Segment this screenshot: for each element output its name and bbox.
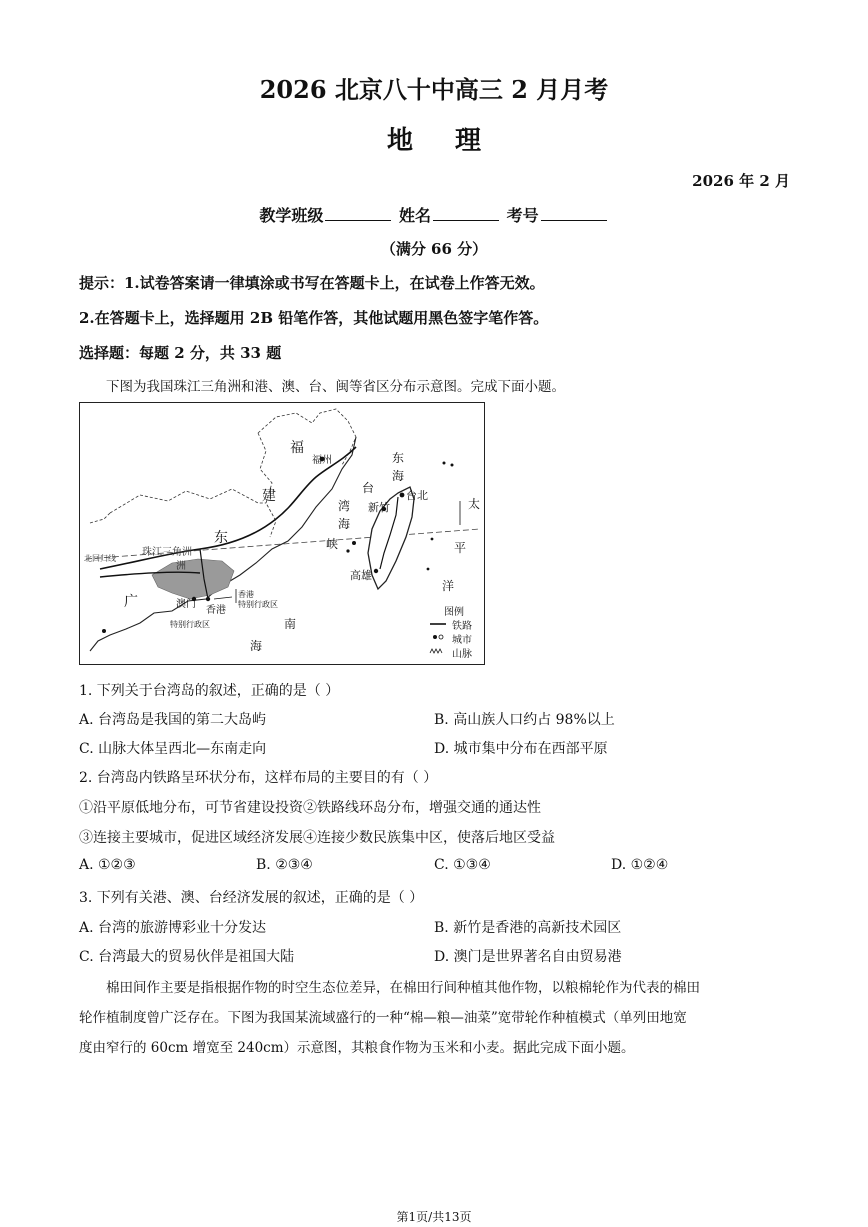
legend-title: 图例 xyxy=(444,607,464,618)
intro-paragraph-2-line-3: 度由窄行的 60cm 增宽至 240cm）示意图，其粮食作物为玉米和小麦。据此完成下面小题。 xyxy=(79,1040,635,1056)
map-label-donghai-1: 东 xyxy=(392,451,405,465)
field-name-blank[interactable] xyxy=(433,206,499,221)
question-1-option-b[interactable]: B. 高山族人口约占 98%以上 xyxy=(434,712,615,728)
map-label-nanhai-2: 海 xyxy=(250,639,263,653)
question-3-option-d[interactable]: D. 澳门是世界著名自由贸易港 xyxy=(434,949,622,965)
question-1-option-c[interactable]: C. 山脉大体呈西北—东南走向 xyxy=(79,741,267,757)
legend-city-icon xyxy=(433,635,437,639)
map-label-tropic: 北回归线 xyxy=(84,554,116,563)
question-2-option-d[interactable]: D. ①②④ xyxy=(611,857,669,873)
map-label-strait-4: 峡 xyxy=(326,537,339,551)
map-label-strait-2: 湾 xyxy=(338,499,351,513)
map-label-aomen-region: 特别行政区 xyxy=(170,620,210,629)
map-label-xinzhu: 新竹 xyxy=(368,501,390,514)
map-label-fujian-2: 建 xyxy=(262,488,276,504)
question-2-stem: 2. 台湾岛内铁路呈环状分布，这样布局的主要目的有（ ） xyxy=(79,770,438,786)
map-label-nanhai-1: 南 xyxy=(284,617,297,631)
map-label-donghai-2: 海 xyxy=(392,469,405,483)
question-3-option-b[interactable]: B. 新竹是香港的高新技术园区 xyxy=(434,920,622,936)
question-1-option-d[interactable]: D. 城市集中分布在西部平原 xyxy=(434,741,608,757)
map-label-xianggang: 香港 xyxy=(206,605,226,616)
intro-paragraph-2-line-2: 轮作植制度曾广泛存在。下图为我国某流域盛行的一种“棉—粮—油菜”宽带轮作种植模式（单列田地宽 xyxy=(79,1010,687,1026)
legend-mountain-icon xyxy=(430,649,442,653)
section-heading: 选择题：每题 2 分，共 33 题 xyxy=(79,344,282,362)
map-label-zhujiang-2: 洲 xyxy=(176,561,186,572)
map-label-pacific-1: 太 xyxy=(468,497,481,511)
map-figure xyxy=(80,403,484,664)
intro-paragraph-1: 下图为我国珠江三角洲和港、澳、台、闽等省区分布示意图。完成下面小题。 xyxy=(106,379,565,395)
legend-rail-label: 铁路 xyxy=(452,621,472,632)
question-3-option-c[interactable]: C. 台湾最大的贸易伙伴是祖国大陆 xyxy=(79,949,295,965)
question-2-option-a[interactable]: A. ①②③ xyxy=(79,857,136,873)
field-name-label: 姓名 xyxy=(398,206,431,225)
map-label-xianggang-region-2: 特别行政区 xyxy=(238,600,278,609)
legend-mountain-label: 山脉 xyxy=(452,649,472,660)
field-class-blank[interactable] xyxy=(325,206,391,221)
map-label-gaoxiong: 高雄 xyxy=(350,569,372,582)
question-3-stem: 3. 下列有关港、澳、台经济发展的叙述，正确的是（ ） xyxy=(79,890,424,906)
exam-date: 2026 年 2 月 xyxy=(692,172,790,190)
field-id-blank[interactable] xyxy=(541,206,607,221)
question-3-option-a[interactable]: A. 台湾的旅游博彩业十分发达 xyxy=(79,920,267,936)
question-2-statement-1: ①沿平原低地分布，可节省建设投资②铁路线环岛分布，增强交通的通达性 xyxy=(79,800,541,816)
map-label-taibei: 台北 xyxy=(406,489,428,502)
question-1-option-a[interactable]: A. 台湾岛是我国的第二大岛屿 xyxy=(79,712,267,728)
map-label-guangdong-2: 广 xyxy=(124,594,138,610)
full-score: （满分 66 分） xyxy=(380,240,488,258)
map-label-strait-1: 台 xyxy=(362,481,375,495)
student-info-fields xyxy=(0,203,868,226)
legend-city-label: 城市 xyxy=(452,635,472,646)
question-2-statement-2: ③连接主要城市，促进区域经济发展④连接少数民族集中区，使落后地区受益 xyxy=(79,830,555,846)
page-footer: 第1页/共13页 xyxy=(396,1210,472,1224)
map-label-fuzhou: 福州 xyxy=(312,455,332,466)
map-label-fujian-1: 福 xyxy=(290,440,304,456)
field-class-label: 教学班级 xyxy=(259,206,324,225)
question-1-stem: 1. 下列关于台湾岛的叙述，正确的是（ ） xyxy=(79,683,340,699)
map-label-xianggang-region: 香港 xyxy=(238,590,254,599)
map-label-pacific-2: 平 xyxy=(454,541,467,555)
intro-paragraph-2-line-1: 棉田间作主要是指根据作物的时空生态位差异，在棉田行间种植其他作物，以粮棉轮作为代表的棉田 xyxy=(106,980,700,996)
map-label-aomen: 澳门 xyxy=(176,599,196,610)
map-label-pacific-3: 洋 xyxy=(442,579,455,593)
taibei-city-marker xyxy=(400,493,405,498)
gaoxiong-city-marker xyxy=(374,569,378,573)
notice-line-1: 提示：1.试卷答案请一律填涂或书写在答题卡上，在试卷上作答无效。 xyxy=(79,274,545,292)
subject-title: 地理 xyxy=(386,126,523,156)
map-label-guangdong-1: 东 xyxy=(214,530,228,546)
notice-line-2: 2.在答题卡上，选择题用 2B 铅笔作答，其他试题用黑色签字笔作答。 xyxy=(79,309,549,327)
map-label-zhujiang: 珠江三角洲 xyxy=(142,547,192,558)
question-2-option-c[interactable]: C. ①③④ xyxy=(434,857,491,873)
map-label-strait-3: 海 xyxy=(338,517,351,531)
exam-title: 2026 北京八十中高三 2 月月考 xyxy=(259,75,609,104)
question-2-option-b[interactable]: B. ②③④ xyxy=(256,857,313,873)
region-map xyxy=(79,402,485,665)
field-id-label: 考号 xyxy=(506,206,539,225)
